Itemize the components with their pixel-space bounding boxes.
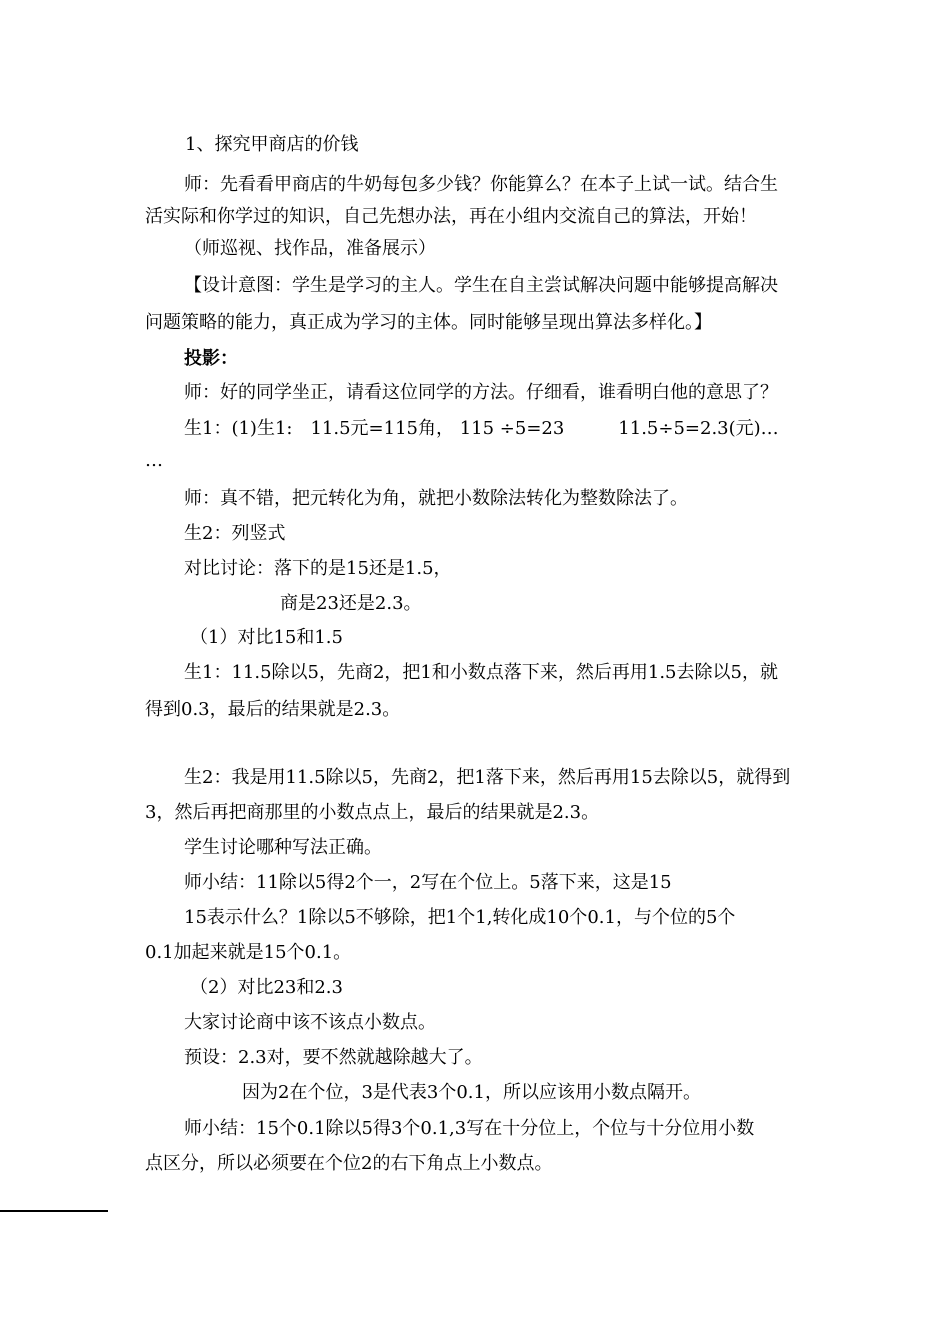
paragraph-line: 活实际和你学过的知识，自己先想办法，再在小组内交流自己的算法，开始！ (145, 206, 757, 227)
paragraph-line: （师巡视、找作品，准备展示） (184, 238, 436, 259)
paragraph-line: 15表示什么？1除以5不够除，把1个1,转化成10个0.1，与个位的5个 (184, 907, 736, 928)
paragraph-line: 学生讨论哪种写法正确。 (184, 837, 382, 858)
paragraph-line: 3，然后再把商那里的小数点点上，最后的结果就是2.3。 (145, 802, 600, 823)
paragraph-line: 大家讨论商中该不该点小数点。 (184, 1012, 436, 1033)
paragraph-line: 生1：11.5除以5，先商2，把1和小数点落下来，然后再用1.5去除以5，就 (184, 662, 778, 683)
paragraph-line: 师小结：11除以5得2个一，2写在个位上。5落下来，这是15 (184, 872, 672, 893)
paragraph-line: 师：好的同学坐正，请看这位同学的方法。仔细看，谁看明白他的意思了？ (184, 382, 778, 403)
subsection-heading: （2）对比23和2.3 (190, 977, 343, 998)
paragraph-line: 0.1加起来就是15个0.1。 (145, 942, 352, 963)
paragraph-line: 师小结：15个0.1除以5得3个0.1,3写在十分位上，个位与十分位用小数 (184, 1118, 755, 1139)
footnote-separator (0, 1210, 108, 1212)
paragraph-line: 点区分，所以必须要在个位2的右下角点上小数点。 (145, 1153, 553, 1174)
paragraph-line: 预设：2.3对，要不然就越除越大了。 (184, 1047, 483, 1068)
paragraph-line: 生2：列竖式 (184, 523, 286, 544)
paragraph-line: 生2：我是用11.5除以5，先商2，把1落下来，然后再用15去除以5，就得到 (184, 767, 791, 788)
paragraph-line: 师：真不错，把元转化为角，就把小数除法转化为整数除法了。 (184, 488, 688, 509)
section-heading: 1、探究甲商店的价钱 (185, 134, 359, 155)
paragraph-line: 对比讨论：落下的是15还是1.5， (184, 558, 452, 579)
paragraph-line: 师：先看看甲商店的牛奶每包多少钱？你能算么？在本子上试一试。结合生 (184, 174, 778, 195)
design-intent-line: 问题策略的能力，真正成为学习的主体。同时能够呈现出算法多样化。】 (145, 312, 712, 333)
paragraph-line: 生1：(1)生1: 11.5元=115角， 115 ÷5=23 11.5÷5=2.3(元)… (184, 418, 779, 439)
paragraph-line: 得到0.3，最后的结果就是2.3。 (145, 699, 401, 720)
design-intent-line: 【设计意图：学生是学习的主人。学生在自主尝试解决问题中能够提高解决 (184, 275, 778, 296)
paragraph-line: 商是23还是2.3。 (280, 593, 422, 614)
projection-heading: 投影： (184, 348, 238, 369)
paragraph-line: … (145, 450, 163, 471)
paragraph-line: 因为2在个位，3是代表3个0.1，所以应该用小数点隔开。 (242, 1082, 701, 1103)
subsection-heading: （1）对比15和1.5 (190, 627, 343, 648)
